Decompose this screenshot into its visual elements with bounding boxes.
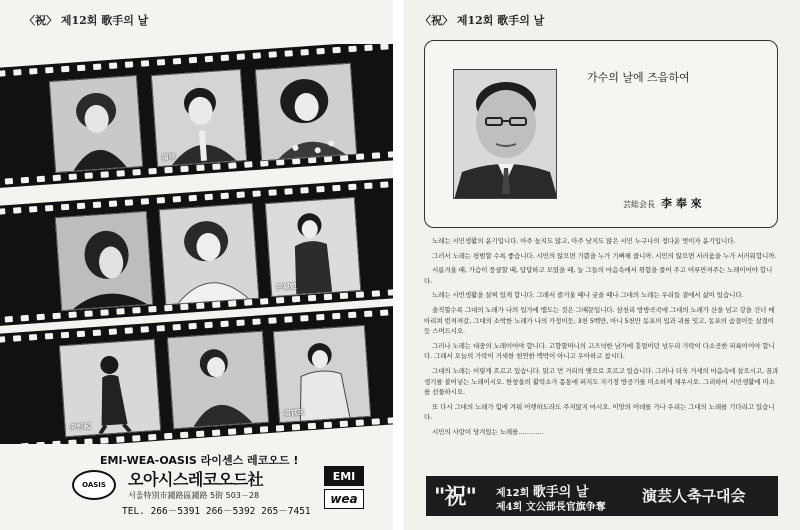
sprocket-hole	[316, 186, 324, 193]
sprocket-hole	[212, 301, 220, 308]
photo-caption: 南珍	[161, 151, 176, 162]
emi-logo: EMI	[324, 466, 364, 486]
event-banner	[426, 476, 778, 516]
sprocket-hole	[253, 52, 261, 59]
page-gutter	[393, 0, 404, 530]
sprocket-hole	[100, 437, 108, 444]
sprocket-hole	[68, 440, 76, 444]
sprocket-hole	[173, 196, 181, 203]
sprocket-hole	[189, 195, 197, 202]
sprocket-hole	[13, 207, 21, 214]
sprocket-hole	[212, 163, 220, 170]
sprocket-hole	[372, 290, 380, 297]
sprocket-hole	[300, 49, 308, 56]
sprocket-hole	[100, 171, 108, 178]
sprocket-hole	[236, 191, 244, 198]
sprocket-hole	[29, 206, 37, 213]
sprocket-hole	[13, 69, 21, 76]
sprocket-hole	[205, 194, 213, 201]
sprocket-hole	[61, 66, 69, 73]
sprocket-hole	[284, 188, 292, 195]
sprocket-hole	[372, 418, 380, 425]
sprocket-hole	[364, 311, 372, 318]
sprocket-hole	[348, 312, 356, 319]
sprocket-hole	[52, 441, 60, 444]
company-tel: TEL. 266－5391 266－5392 265－7451	[122, 506, 311, 517]
sprocket-hole	[164, 167, 172, 174]
sprocket-hole	[157, 197, 165, 204]
sprocket-hole	[196, 431, 204, 438]
sprocket-hole	[148, 168, 156, 175]
sprocket-hole	[116, 436, 124, 443]
sprocket-hole	[316, 48, 324, 55]
sprocket-hole	[324, 294, 332, 301]
singer-photo-4	[55, 211, 153, 311]
sprocket-hole	[380, 309, 388, 316]
sprocket-hole	[21, 315, 29, 322]
singer-photo-1	[49, 75, 143, 173]
sprocket-hole	[221, 55, 229, 62]
sprocket-hole	[77, 331, 85, 338]
sprocket-hole	[85, 172, 93, 179]
sprocket-hole	[268, 317, 276, 324]
sprocket-hole	[93, 64, 101, 71]
message-body	[424, 236, 780, 442]
body-paragraph: 솔직할수록 그대의 노래가 나의 입가에 맴도는 것은 그때문입니다. 삼천리 방방곡곡에 그대의 노래가 산을 넘고 강을 건너 메아리쳐 번져져갈, 그대의 소박한 노래가 나의 가정이듯, 3천 5백만, 아니 5천만 동포의 입과 귀를 잇고, 동포의 숨결이듯 살결이듯 스며드시오.	[424, 305, 775, 336]
singer-photo-8	[167, 331, 269, 429]
right-page	[404, 0, 800, 530]
sprocket-hole	[53, 175, 61, 182]
sprocket-hole	[380, 181, 388, 188]
sprocket-hole	[132, 169, 140, 176]
sprocket-hole	[188, 323, 196, 330]
sprocket-hole	[148, 306, 156, 313]
sprocket-hole	[45, 333, 53, 340]
sprocket-hole	[109, 62, 117, 69]
sprocket-hole	[29, 334, 37, 341]
company-address: 서울特別市鍾路區鍾路 5街 503－28	[128, 491, 260, 500]
banner-line-1-prefix: 제12회	[496, 488, 530, 499]
sprocket-hole	[109, 200, 117, 207]
sprocket-hole	[268, 189, 276, 196]
sprocket-hole	[252, 318, 260, 325]
sprocket-hole	[308, 295, 316, 302]
sprocket-hole	[173, 58, 181, 65]
sprocket-hole	[29, 68, 37, 75]
sprocket-hole	[364, 183, 372, 190]
sprocket-hole	[132, 307, 140, 314]
sprocket-hole	[228, 428, 236, 435]
sprocket-hole	[260, 426, 268, 433]
sprocket-hole	[180, 166, 188, 173]
sprocket-hole	[45, 205, 53, 212]
sprocket-hole	[125, 61, 133, 68]
sprocket-hole	[284, 316, 292, 323]
sprocket-hole	[212, 429, 220, 436]
sprocket-hole	[77, 65, 85, 72]
sprocket-hole	[244, 161, 252, 168]
message-title: 가수의 날에 즈음하여	[587, 71, 690, 84]
sprocket-hole	[69, 174, 77, 181]
sprocket-hole	[0, 70, 6, 77]
sprocket-hole	[5, 316, 13, 323]
sprocket-hole	[364, 45, 372, 52]
sprocket-hole	[196, 303, 204, 310]
sprocket-hole	[141, 326, 149, 333]
sprocket-hole	[356, 153, 364, 160]
right-page-header: 〈祝〉 제12회 歌手의 날	[420, 14, 545, 27]
left-page-header: 〈祝〉 제12회 歌手의 날	[24, 14, 149, 27]
sprocket-hole	[236, 319, 244, 326]
body-paragraph: 그대의 노래는 이렇게 흐르고 있습니다. 맑고 먼 거리의 맺으로 흐르고 있습니다. 그러나 더욱 거세의 마음속에 살으시고, 꿈과 생기를 불어넣는 노래이시오. 한창울의 활력소가 몸통에 퍼지도 자기정 방공기를 미소하게 채우시오. 그리하여 시민생활에 미소를 선물하시오.	[424, 366, 779, 397]
sprocket-hole	[84, 310, 92, 317]
sprocket-hole	[109, 328, 117, 335]
message-box	[424, 40, 778, 228]
sprocket-hole	[300, 187, 308, 194]
sprocket-hole	[84, 438, 92, 444]
sprocket-hole	[340, 421, 348, 428]
sprocket-hole	[220, 321, 228, 328]
sprocket-hole	[252, 190, 260, 197]
sprocket-hole	[93, 202, 101, 209]
sprocket-hole	[180, 304, 188, 311]
sprocket-hole	[356, 419, 364, 426]
film-strip	[0, 44, 393, 444]
sprocket-hole	[348, 184, 356, 191]
sprocket-hole	[157, 59, 165, 66]
sprocket-hole	[164, 305, 172, 312]
sprocket-hole	[141, 60, 149, 67]
wea-logo: wea	[324, 489, 364, 509]
sprocket-hole	[77, 203, 85, 210]
sprocket-hole	[141, 198, 149, 205]
sprocket-hole	[324, 422, 332, 429]
sprocket-hole	[228, 300, 236, 307]
signature	[623, 195, 702, 211]
photo-caption: 南宮玉	[283, 407, 305, 418]
body-paragraph: 시름겨울 때, 가슴이 뭉클할 때, 답답하고 모였을 때, 늘 그들의 마음속에서 위험을 풀어 주고 어루만져주는 노래이어야 합니다.	[424, 266, 773, 285]
body-paragraph: 노래는 시민생활을 살찌 있게 합니다. 그래서 즐거울 때나 궂을 때나 그대의 노래는 우리들 곁에서 삶이 있습니다.	[432, 291, 744, 300]
banner-line-1-title: 歌手의 날	[532, 485, 589, 500]
singer-photo-7	[59, 339, 161, 437]
sprocket-hole	[260, 298, 268, 305]
sprocket-hole	[125, 199, 133, 206]
photo-caption: 尹福姬	[275, 281, 297, 292]
sprocket-hole	[340, 293, 348, 300]
sprocket-hole	[372, 152, 380, 159]
sprocket-hole	[332, 185, 340, 192]
sprocket-hole	[148, 434, 156, 441]
left-page	[0, 0, 393, 530]
sprocket-hole	[316, 314, 324, 321]
sprocket-hole	[37, 314, 45, 321]
sprocket-hole	[37, 176, 45, 183]
sprocket-hole	[284, 50, 292, 57]
singer-photo-3	[255, 63, 357, 161]
sprocket-hole	[93, 330, 101, 337]
body-paragraph: 시민의 사랑이 당겨있는 노래를…………	[432, 427, 544, 436]
sprocket-hole	[45, 67, 53, 74]
sprocket-hole	[21, 177, 29, 184]
singer-photo-5	[159, 203, 259, 305]
sprocket-hole	[292, 296, 300, 303]
oasis-logo: OASIS	[72, 470, 116, 500]
singer-photo-2	[151, 69, 247, 167]
sprocket-hole	[244, 299, 252, 306]
sprocket-hole	[308, 423, 316, 430]
sprocket-hole	[116, 170, 124, 177]
signature-role: 芸総会長	[623, 200, 655, 209]
sprocket-hole	[116, 308, 124, 315]
sprocket-hole	[300, 315, 308, 322]
sprocket-hole	[332, 313, 340, 320]
sprocket-hole	[221, 193, 229, 200]
banner-event-title: 演芸人축구대会	[642, 487, 746, 505]
sprocket-hole	[13, 335, 21, 342]
banner-line-2: 제4회 文公部長官旗争奪	[496, 502, 606, 513]
sprocket-hole	[61, 204, 69, 211]
sprocket-hole	[228, 162, 236, 169]
sprocket-hole	[180, 432, 188, 439]
sprocket-hole	[125, 327, 133, 334]
sprocket-hole	[205, 56, 213, 63]
sprocket-hole	[380, 44, 388, 50]
sprocket-hole	[348, 46, 356, 53]
sprocket-hole	[0, 336, 5, 343]
singer-photo-9	[273, 325, 371, 423]
singer-photo-6	[265, 197, 361, 297]
sprocket-hole	[356, 291, 364, 298]
sprocket-hole	[0, 208, 5, 215]
sprocket-hole	[68, 312, 76, 319]
sprocket-hole	[332, 47, 340, 54]
ad-slogan: EMI-WEA-OASIS 라이센스 레코오드 !	[100, 454, 299, 467]
sprocket-hole	[132, 435, 140, 442]
photo-caption: 尹恒起	[69, 421, 91, 432]
body-paragraph: 노래는 시민생활의 윤기입니다. 아주 높지도 않고, 아주 낮지도 않은 시민 누구나의 정다운 벗이자 윤기입니다.	[432, 237, 736, 245]
sprocket-hole	[269, 51, 277, 58]
company-name: 오아시스레코오드社	[128, 470, 264, 489]
sprocket-hole	[244, 427, 252, 434]
body-paragraph: 또 다시 그대의 노래가 힘에 겨워 어렛하도라도 주저앉지 마시오. 이망의 어데를 가나 우리는 그대의 노래를 기다리고 있습니다.	[424, 402, 775, 422]
sprocket-hole	[189, 57, 197, 64]
sprocket-hole	[276, 297, 284, 304]
sprocket-hole	[164, 433, 172, 440]
sprocket-hole	[172, 324, 180, 331]
sprocket-hole	[292, 424, 300, 431]
sprocket-hole	[204, 322, 212, 329]
sprocket-hole	[52, 313, 60, 320]
sprocket-hole	[276, 425, 284, 432]
sprocket-hole	[5, 178, 13, 185]
sprocket-hole	[157, 325, 165, 332]
body-paragraph: 그러서 노래는 평범할 수록 좋습니다. 시민의 않으면 기쁨을 누가 기뻐해 줍니까. 시민의 않으면 서러움을 누가 서러워합니까.	[432, 251, 777, 260]
sprocket-hole	[61, 332, 69, 339]
body-paragraph: 그러나 노래는 대중의 노래이어야 합니다. 고향할머니의 고즈넉한 남가에 흥얼이던 넋두리 가락이 다소곳한 피륙이어야 합니다. 그래서 오늘의 가락이 거세한 현연한 맥박이 아니고 우아하고 참시다.	[424, 341, 775, 361]
sprocket-hole	[100, 309, 108, 316]
signature-name: 李 奉 來	[661, 197, 702, 210]
banner-quote-mark: "祝"	[434, 484, 476, 510]
sprocket-hole	[196, 165, 204, 172]
portrait-photo	[453, 69, 557, 199]
sprocket-hole	[237, 53, 245, 60]
